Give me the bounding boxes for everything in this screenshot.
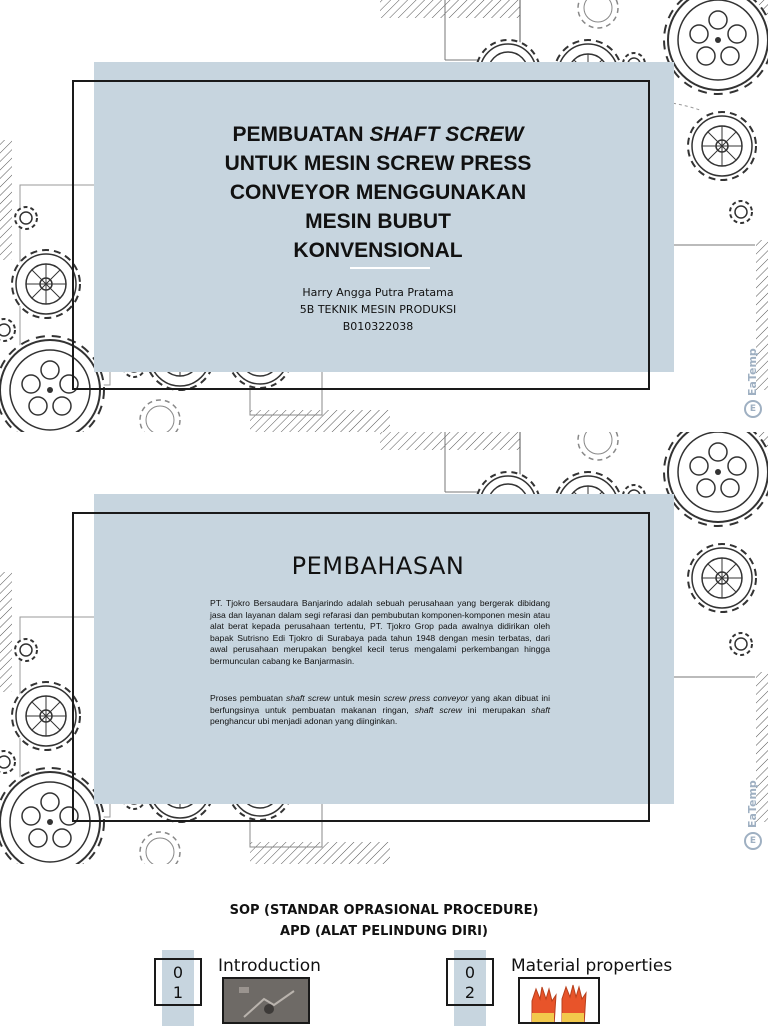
watermark-text: EaTemp xyxy=(746,348,759,396)
title-slide xyxy=(0,0,768,432)
watermark-logo-icon: E xyxy=(744,832,762,850)
sop-heading: SOP (STANDAR OPRASIONAL PROCEDURE) APD (ALAT PELINDUNG DIRI) xyxy=(229,903,539,939)
process-paragraph: Proses pembuatan shaft screw untuk mesin screw press conveyor yang akan dibuat ini berfungsinya untuk pembuatan makanan ringan, shaft screw ini merupakan shaft penghancur ubi menjadi adonan yang diinginkan. xyxy=(210,693,550,726)
section-heading: PEMBAHASAN xyxy=(291,552,465,580)
student-id: B010322038 xyxy=(342,320,414,333)
item2-photo xyxy=(518,977,600,1024)
watermark-text: EaTemp xyxy=(746,780,759,828)
tools-photo-icon xyxy=(224,979,310,1024)
content-slide xyxy=(0,432,768,864)
watermark-logo-icon: E xyxy=(744,400,762,418)
author-class: 5B TEKNIK MESIN PRODUKSI xyxy=(299,303,457,316)
author-block xyxy=(200,284,556,335)
item2-number: 0 2 xyxy=(446,958,494,1006)
item1-photo xyxy=(222,977,310,1024)
slide-title: PEMBUATAN SHAFT SCREW UNTUK MESIN SCREW PRESS CONVEYOR MENGGUNAKAN MESIN BUBUT KONVENSIONAL xyxy=(224,123,532,262)
gloves-photo-icon xyxy=(520,979,600,1024)
item2-label: Material properties xyxy=(511,956,673,976)
item1-number: 0 1 xyxy=(154,958,202,1006)
company-paragraph: PT. Tjokro Bersaudara Banjarindo adalah sebuah perusahaan yang bergerak dibidang jasa dan layanan dalam segi refarasi dan pembubutan komponen-komponen mesin atau alat berat kepada perusahaan tertentu, PT. Tjokro Grop pada awalnya didirikan oleh bapak Sutrisno Edi Tjokro di Surabaya pada tahun 1948 dengan mesin terbatas, dari awal perusahaan merupakan bengkel kecil terus mengalami perkembangan hingga bermunculan cabang ke Banjarmasin. xyxy=(210,598,550,666)
item1-label: Introduction xyxy=(218,956,321,976)
author-name: Harry Angga Putra Pratama xyxy=(302,286,454,299)
title-divider xyxy=(350,267,430,269)
